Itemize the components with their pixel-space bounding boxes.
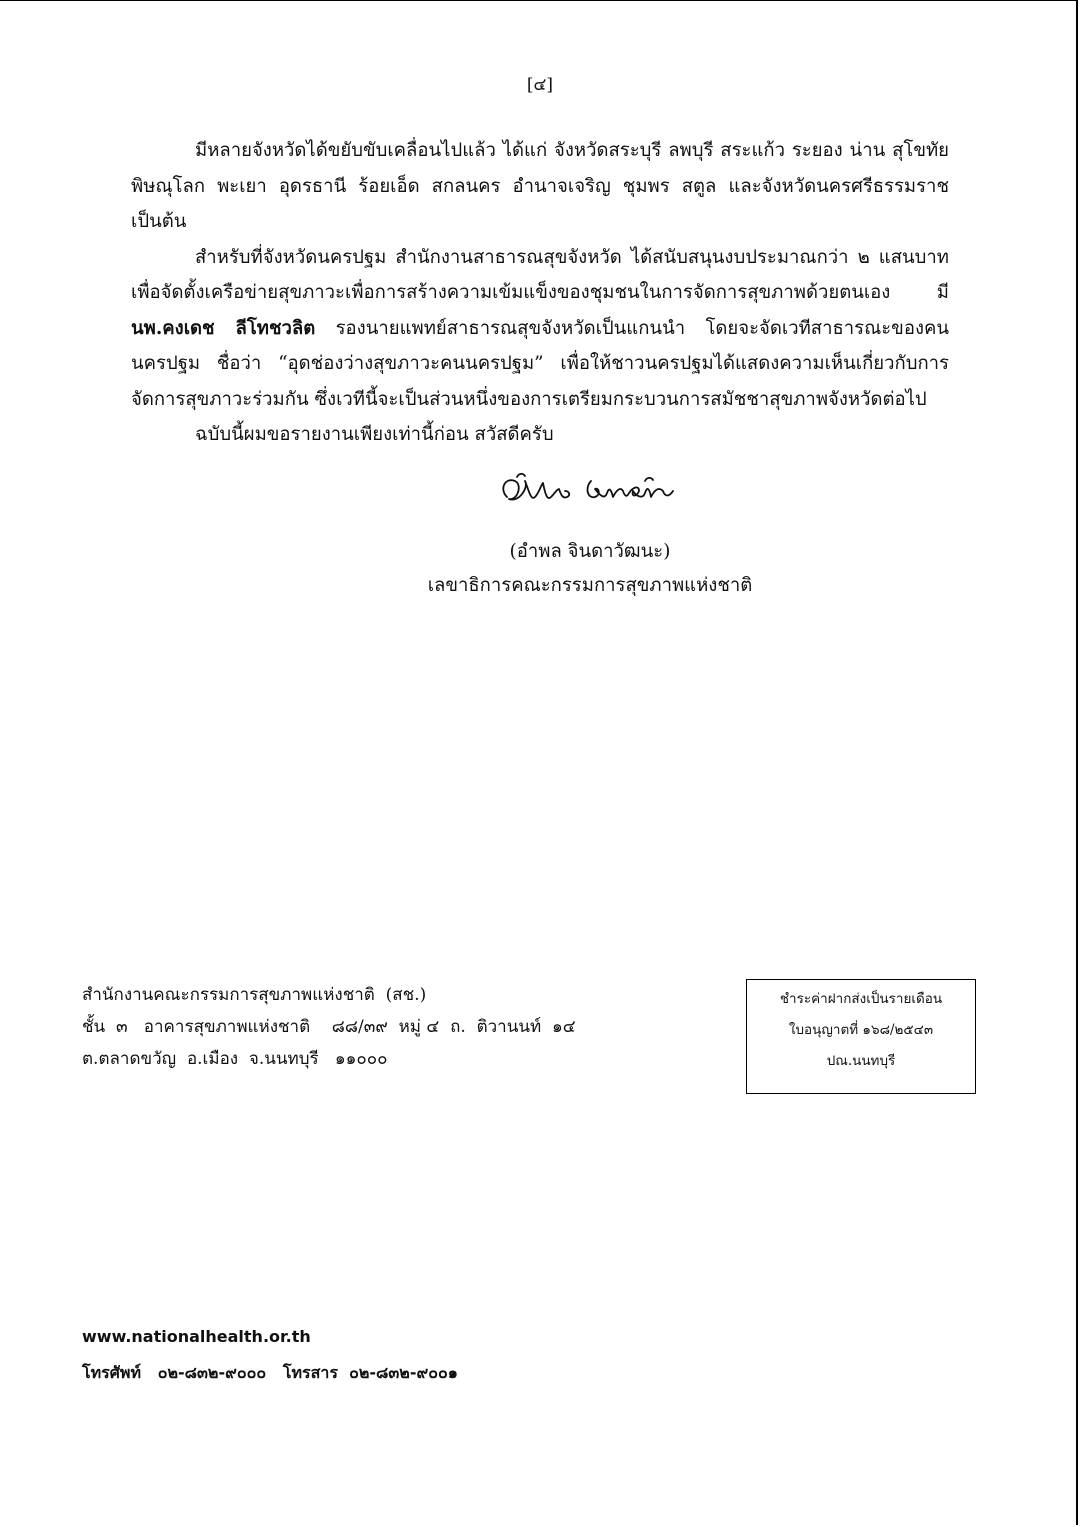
paragraph-provinces-text: มีหลายจังหวัดได้ขยับขับเคลื่อนไปแล้ว ได้แก่ จังหวัดสระบุรี ลพบุรี สระแก้ว ระยอง น่าน สุโขทัย พิษณุโลก พะเยา อุดรธานี ร้อยเอ็ด สกลนคร อำนาจเจริญ ชุมพร สตูล และจังหวัดนครศรีธรรมราช เป็นต้น [131, 140, 949, 232]
phone-fax: โทรศัพท์ ๐๒-๘๓๒-๙๐๐๐ โทรสาร ๐๒-๘๓๒-๙๐๐๑ [82, 1363, 458, 1382]
postage-line-2: ใบอนุญาตที่ ๑๖๘/๒๕๔๓ [788, 1022, 934, 1038]
paragraph-closing [131, 417, 949, 453]
signer-title: เลขาธิการคณะกรรมการสุขภาพแห่งชาติ [427, 575, 753, 596]
paragraph-closing-text: ฉบับนี้ผมขอรายงานเพียงเท่านี้ก่อน สวัสดีครับ [195, 424, 554, 445]
postage-line-3: ปณ.นนทบุรี [826, 1053, 896, 1069]
contact-info [82, 1323, 458, 1391]
address-line-1: สำนักงานคณะกรรมการสุขภาพแห่งชาติ (สช.) [82, 985, 427, 1005]
signature-block [380, 467, 800, 603]
address-line-3: ต.ตลาดขวัญ อ.เมือง จ.นนทบุรี ๑๑๐๐๐ [82, 1049, 388, 1069]
page-number: [๔] [526, 75, 554, 95]
website-link[interactable]: www.nationalhealth.or.th [82, 1327, 311, 1346]
letter-body [131, 133, 949, 453]
paragraph-provinces [131, 133, 949, 240]
paragraph-nakhon-pathom-text-1: สำหรับที่จังหวัดนครปฐม สำนักงานสาธารณสุขจังหวัด ได้สนับสนุนงบประมาณกว่า ๒ แสนบาท เพื่อจัดตั้งเครือข่ายสุขภาวะเพื่อการสร้างความเข้มแข็งของชุมชนในการจัดการสุขภาพด้วยตนเอง มี [131, 246, 949, 303]
postage-permit-box [746, 979, 976, 1094]
handwritten-signature [495, 467, 685, 513]
paragraph-nakhon-pathom-text-2: รองนายแพทย์สาธารณสุขจังหวัดเป็นแกนนำ โดยจะจัดเวทีสาธารณะของคนนครปฐม ชื่อว่า “อุดช่องว่างสุขภาวะคนนครปฐม” เพื่อให้ชาวนครปฐมได้แสดงความเห็นเกี่ยวกับการจัดการสุขภาวะร่วมกัน ซึ่งเวทีนี้จะเป็นส่วนหนึ่งของการเตรียมกระบวนการสมัชชาสุขภาพจังหวัดต่อไป [131, 317, 949, 410]
signer-name: (อำพล จินดาวัฒนะ) [509, 541, 671, 562]
paragraph-nakhon-pathom [131, 240, 949, 418]
return-address [82, 979, 576, 1075]
postage-line-1: ชำระค่าฝากส่งเป็นรายเดือน [779, 991, 943, 1007]
address-line-2: ชั้น ๓ อาคารสุขภาพแห่งชาติ ๘๘/๓๙ หมู่ ๔ ถ. ติวานนท์ ๑๔ [82, 1017, 576, 1037]
paragraph-nakhon-pathom-name: นพ.คงเดช ลีโทชวลิต [131, 317, 316, 339]
